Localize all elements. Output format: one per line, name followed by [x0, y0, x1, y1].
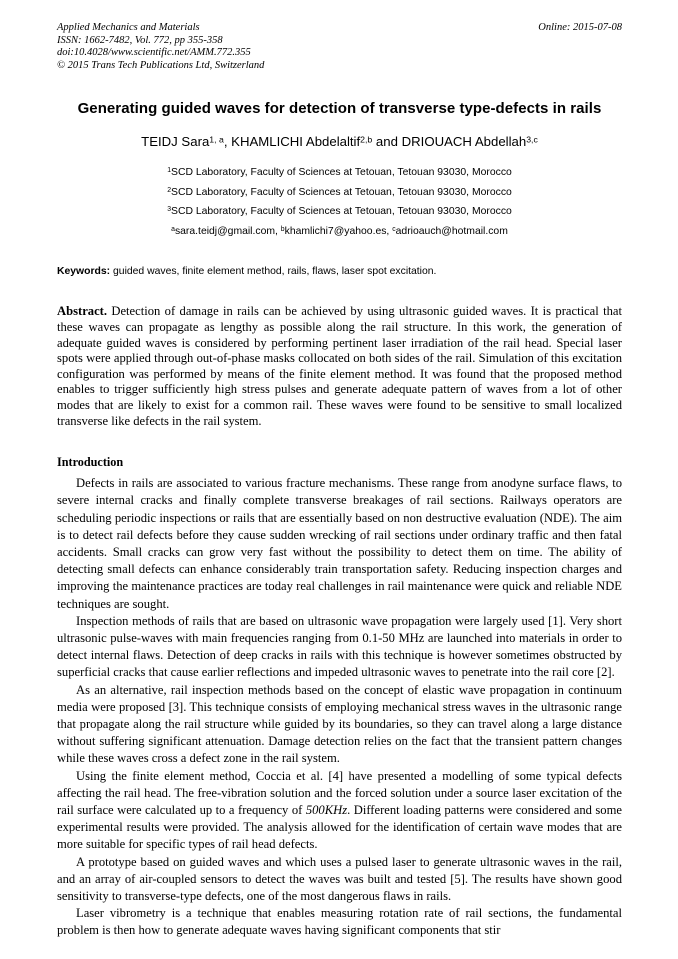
- page-title: Generating guided waves for detection of transverse type-defects in rails: [77, 100, 602, 118]
- author-affil-marker-3: 3,c: [526, 134, 538, 145]
- email-address-1[interactable]: sara.teidj@gmail.com,: [174, 225, 281, 237]
- affiliation-marker-2: 2: [167, 187, 172, 194]
- abstract-label: Abstract.: [57, 304, 108, 319]
- email-address-3[interactable]: adrioauch@hotmail.com: [395, 225, 508, 237]
- author-separator-2: and: [372, 134, 402, 150]
- affiliation-text-3: SCD Laboratory, Faculty of Sciences at Tetouan, Tetouan 93030, Morocco: [171, 206, 512, 218]
- keywords-label: Keywords:: [57, 266, 111, 278]
- journal-name: Applied Mechanics and Materials: [57, 22, 200, 33]
- email-marker-c: c: [392, 226, 396, 233]
- frequency-value: 500KHz: [305, 802, 348, 817]
- author-affil-marker-2: 2,b: [360, 134, 373, 145]
- email-marker-b: b: [280, 226, 285, 233]
- author-name-2: KHAMLICHI Abdelaltif: [231, 134, 361, 150]
- journal-doi-line: doi:10.4028/www.scientific.net/AMM.772.355: [57, 47, 251, 59]
- introduction-paragraph-1: Defects in rails are associated to various fracture mechanisms. These range from anodyne surface flaws, to severe internal cracks and finally complete transverse breakages of rail sections. Railways operators are scheduling periodic inspections or rails that are essentially based on non destructive evaluation (NDE). The aim is to detect rail defects before they cause sudden wrecking of rail sections under ordinary traffic and then fatal accidents. Small cracks can grow very fast without the possibility to detect them on time. The ability of detecting small defects can enhance considerably train transportation safety. Reducing inspection charges and improving the maintenance practices are today real challenges in rail maintenance were quick and reliable NDE techniques are sought.: [57, 476, 622, 611]
- author-emails: [57, 222, 622, 242]
- keywords-text: guided waves, finite element method, rails, flaws, laser spot excitation.: [110, 266, 437, 278]
- introduction-paragraph-4: [57, 768, 622, 854]
- journal-header: [57, 22, 622, 72]
- affiliation-list: [57, 163, 622, 222]
- keywords-line: [57, 265, 622, 279]
- affiliation-marker-3: 3: [167, 206, 172, 214]
- introduction-paragraph-2: Inspection methods of rails that are based on ultrasonic wave propagation were largely used [1]. Very short ultrasonic pulse-waves with main frequencies ranging from 0.1-50 MHz are launched into materials in order to detect internal flaws. Detection of deep cracks in rails with this technique is however sometimes obstructed by superficial cracks that cause earlier reflections and impeded ultrasonic waves to penetrate into the rail core [2].: [57, 613, 622, 680]
- online-publication-date: Online: 2015-07-08: [538, 22, 622, 33]
- abstract-block: [57, 304, 622, 429]
- introduction-paragraph-5: A prototype based on guided waves and which uses a pulsed laser to generate ultrasonic waves in the rail, and an array of air-coupled sensors to detect the waves was built and tested [5]. The results have shown good sensitivity to transverse-type defects, one of the most dangerous flaws in rails.: [57, 854, 622, 903]
- page-content: [57, 22, 622, 940]
- journal-copyright-line: © 2015 Trans Tech Publications Ltd, Switzerland: [57, 59, 265, 71]
- author-affil-marker-1: 1, a: [209, 134, 224, 145]
- affiliation-3: [57, 202, 622, 222]
- affiliation-1: [57, 163, 622, 183]
- section-heading-introduction: Introduction: [57, 455, 124, 470]
- introduction-paragraph-4-part1: Using the finite element method, Coccia et al. [4] have presented a modelling of some typical defects affecting the rail head. The free-vibration solution and the forced solution under a source laser excitation of the rail surface were calculated up to a frequency of: [57, 768, 622, 817]
- affiliation-marker-1: 1: [167, 167, 172, 175]
- journal-issn-line: ISSN: 1662-7482, Vol. 772, pp 355-358: [57, 34, 223, 46]
- email-marker-a: a: [171, 226, 175, 233]
- email-address-2[interactable]: khamlichi7@yahoo.es,: [284, 225, 393, 237]
- abstract-text: Detection of damage in rails can be achieved by using ultrasonic guided waves. It is practical that these waves can propagate as lengthy as possible along the rail structure. In this work, the generation of adequate guided waves is considered by performing pertinent laser irradiation of the rail head. Special laser spots were applied through out-of-phase masks collocated on both sides of the rail. Simulation of this excitation configuration was performed by means of the finite element method. It was found that the proposed method enables to trigger sufficiently high stress pulses and generate adequate pattern of waves from a lot of other modes that are likely to exist for a common rail. These waves were found to be sensitive to small localized transverse like defects in the rail system.: [57, 304, 622, 428]
- author-separator-1: ,: [223, 134, 232, 150]
- author-name-3: DRIOUACH Abdellah: [401, 134, 527, 150]
- author-list: [57, 134, 622, 150]
- introduction-paragraph-4-part2: . Different loading patterns were considered and some experimental results were provided. The analysis allowed for the identification of certain wave modes that are more suitable for specific types of rail head defects.: [57, 802, 622, 852]
- introduction-paragraph-6: Laser vibrometry is a technique that enables measuring rotation rate of rail sections, the fundamental problem is then how to generate adequate waves having significant components that stir: [57, 906, 622, 938]
- introduction-paragraph-3: As an alternative, rail inspection methods based on the concept of elastic wave propagation in continuum media were proposed [3]. This technique consists of employing mechanical stress waves in the ultrasonic range that propagate along the rail structure while guided by its boundaries, so they can travel along a large distance without suffering significant attenuation. Damage detection relies on the fact that the transient pattern changes while these waves cross a defect zone in the rail system.: [57, 682, 622, 766]
- author-name-1: TEIDJ Sara: [141, 134, 210, 150]
- affiliation-text-2: SCD Laboratory, Faculty of Sciences at Tetouan, Tetouan 93030, Morocco: [171, 186, 512, 198]
- affiliation-text-1: SCD Laboratory, Faculty of Sciences at Tetouan, Tetouan 93030, Morocco: [171, 167, 512, 179]
- affiliation-2: [57, 183, 622, 203]
